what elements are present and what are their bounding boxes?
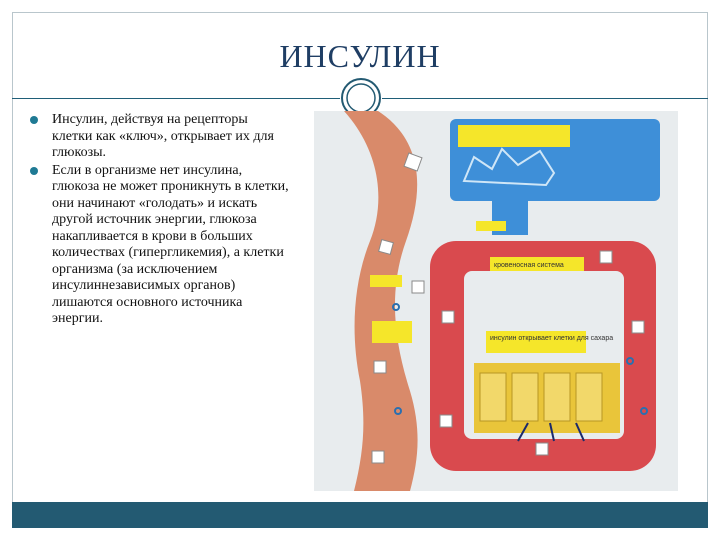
bullet-text: Инсулин, действуя на рецепторы клетки как «ключ», открывает их для глюкозы. [52,112,274,160]
cell [512,373,538,421]
glucose-cube [600,251,612,263]
bullet-marker [30,116,38,124]
insulin-diagram-image [314,111,678,491]
cell [576,373,602,421]
title-divider-right [382,98,708,99]
cell [480,373,506,421]
label-blood-system-text: кровеносная система [494,262,564,269]
slide-title: ИНСУЛИН [279,38,441,74]
footer-bar [12,502,708,528]
insulin-key [393,304,399,310]
bullet-item [30,112,290,162]
glucose-cube [442,311,454,323]
label-glucose [372,321,412,343]
glucose-cube [379,240,394,255]
bullet-item [30,163,290,328]
glucose-cube [372,451,384,463]
cell [544,373,570,421]
title-divider-left [12,98,340,99]
bullet-list [30,112,290,329]
glucose-cube [536,443,548,455]
glucose-cube [412,281,424,293]
glucose-cube [632,321,644,333]
label-organ [458,125,570,147]
label-intestine [370,275,402,287]
intestine-band [344,111,418,491]
glucose-cube [374,361,386,373]
bullet-text: Если в организме нет инсулина, глюкоза не может проникнуть в клетки, они начинают «голодать» и искать другой источник энергии, глюкоза накапливается в крови в больших количествах (гипергликемия), а клетки организма (за исключением инсулиннезависимых органов) лишаются основного источника энергии. [52,162,289,326]
label-insulin-opens-text: инсулин открывает клетки для сахара [490,335,614,342]
label-organ-duct [476,221,506,231]
insulin-diagram-illustration [314,111,678,491]
glucose-cube [440,415,452,427]
bullet-marker [30,167,38,175]
